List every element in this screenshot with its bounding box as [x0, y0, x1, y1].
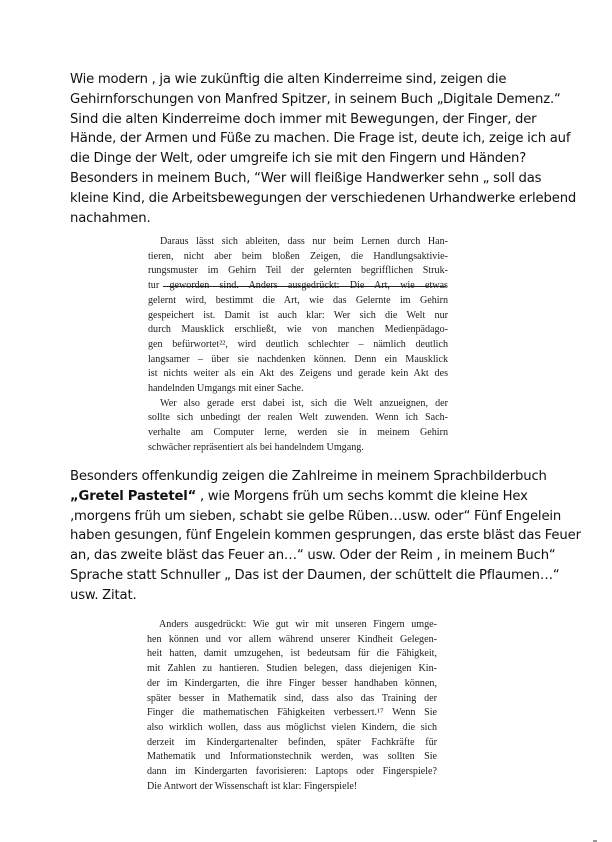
- excerpt-line: verhalte am Computer lerne, werden sie in meinem Gehirn: [148, 427, 448, 439]
- text-line: Sprache statt Schnuller „ Das ist der Daumen, der schüttelt die Pflaumen…“: [70, 567, 560, 583]
- text-line: haben gesungen, fünf Engelein kommen gesprungen, das erste bläst das Feuer: [70, 528, 581, 544]
- text-line: nachahmen.: [70, 210, 151, 226]
- intro-paragraph: [70, 70, 577, 228]
- text-line: Hände, der Armen und Füße zu machen. Die Frage ist, deute ich, zeige ich auf: [70, 131, 571, 147]
- excerpt-line: gen befürwortet²², wird deutlich schlechter – nämlich deutlich: [148, 338, 448, 350]
- second-paragraph: [70, 467, 581, 606]
- excerpt-line: also wirklich wollen, dass aus möglichst vielen Kindern, die sich: [147, 721, 437, 733]
- text-line: Wie modern , ja wie zukünftig die alten Kinderreime sind, zeigen die: [70, 72, 507, 87]
- excerpt-line: langsamer – über sie nachdenken können. Denn ein Mausklick: [148, 353, 448, 365]
- book-excerpt-1: [148, 235, 448, 456]
- excerpt-line: sollte sich unbedingt der realen Welt zuwenden. Wenn ich Sach-: [148, 412, 448, 424]
- excerpt-line: derzeit im Kindergartenalter befinden, später Fachkräfte für: [147, 736, 437, 748]
- excerpt-line: rungsmuster im Gehirn Teil der gelernten begrifflichen Struk-: [148, 265, 448, 277]
- excerpt-line: Anders ausgedrückt: Wie gut wir mit unseren Fingern umge-: [159, 619, 437, 630]
- excerpt-line: gespeichert ist. Damit ist auch klar: Wer sich die Welt nur: [148, 309, 448, 321]
- excerpt-line: Finger die mathematischen Fähigkeiten verbessert.¹⁷ Wenn Sie: [147, 707, 437, 719]
- text-line: an, das zweite bläst das Feuer an…“ usw. Oder der Reim , in meinem Buch“: [70, 548, 556, 564]
- excerpt-line: heit hatten, damit umzugehen, ist bedeutsam für die Fähigkeit,: [147, 648, 437, 660]
- excerpt-line: Wer also gerade erst dabei ist, sich die Welt anzueignen, der: [160, 397, 448, 409]
- text-line: Sind die alten Kinderreime doch immer mit Bewegungen, der Finger, der: [70, 111, 537, 127]
- excerpt-line: tur geworden sind. Anders ausgedrückt: Die Art, wie etwas: [148, 280, 448, 292]
- excerpt-line: Die Antwort der Wissenschaft ist klar: Fingerspiele!: [147, 780, 358, 792]
- excerpt-line: durch Mausklick erschließt, wie von manchen Medienpädago-: [148, 324, 448, 336]
- text-line: [70, 487, 538, 507]
- text-line: die Dinge der Welt, oder umgreife ich sie mit den Fingern und Händen?: [70, 151, 527, 167]
- text-line: Besonders in meinem Buch, “Wer will fleißige Handwerker sehn „ soll das: [70, 170, 542, 186]
- book-title: „Gretel Pastetel“: [70, 488, 197, 504]
- text-line: ‚morgens früh um sieben, schabt sie gelbe Rüben…usw. oder“ Fünf Engelein: [70, 508, 562, 524]
- text-line: Gehirnforschungen von Manfred Spitzer, in seinem Buch „Digitale Demenz.“: [70, 91, 561, 107]
- excerpt-line: dann im Kindergarten favorisieren: Laptops oder Fingerspiele?: [147, 766, 437, 778]
- excerpt-line: tieren, nicht aber beim bloßen Zeigen, die Handlungsaktivie-: [148, 250, 448, 262]
- excerpt-line: ist nichts weiter als ein Akt des Zeigens und gerade kein Akt des: [148, 368, 448, 380]
- excerpt-line: Mathematik und Informationstechnik werden, was sollten Sie: [147, 751, 437, 763]
- excerpt-line: später besser in Mathematik sind, dass also das Training der: [147, 692, 437, 704]
- excerpt-line: Daraus lässt sich ableiten, dass nur beim Lernen durch Han-: [160, 236, 448, 247]
- excerpt-line: gelernt wird, bestimmt die Art, wie das Gelernte im Gehirn: [148, 294, 448, 306]
- text-line: Besonders offenkundig zeigen die Zahlreime in meinem Sprachbilderbuch: [70, 469, 547, 484]
- text-line-rest: , wie Morgens früh um sechs kommt die kleine Hex: [196, 488, 528, 504]
- excerpt-line: mit Zahlen zu hantieren. Studien belegen, dass diejenigen Kin-: [147, 663, 437, 675]
- text-line: usw. Zitat.: [70, 587, 137, 603]
- text-line: kleine Kind, die Arbeitsbewegungen der verschiedenen Urhandwerke erlebend: [70, 190, 577, 206]
- book-excerpt-2: [147, 618, 437, 794]
- hand-drawn-underline: [163, 286, 446, 287]
- excerpt-line: schwächer repräsentiert als bei handelndem Umgang.: [148, 441, 364, 453]
- excerpt-line: hen können und vor allem während unserer Kindheit Gelegen-: [147, 633, 437, 645]
- excerpt-line: handelnden Umgangs mit einer Sache.: [148, 383, 304, 395]
- excerpt-line: der im Kindergarten, die ihre Finger besser handhaben können,: [147, 677, 437, 689]
